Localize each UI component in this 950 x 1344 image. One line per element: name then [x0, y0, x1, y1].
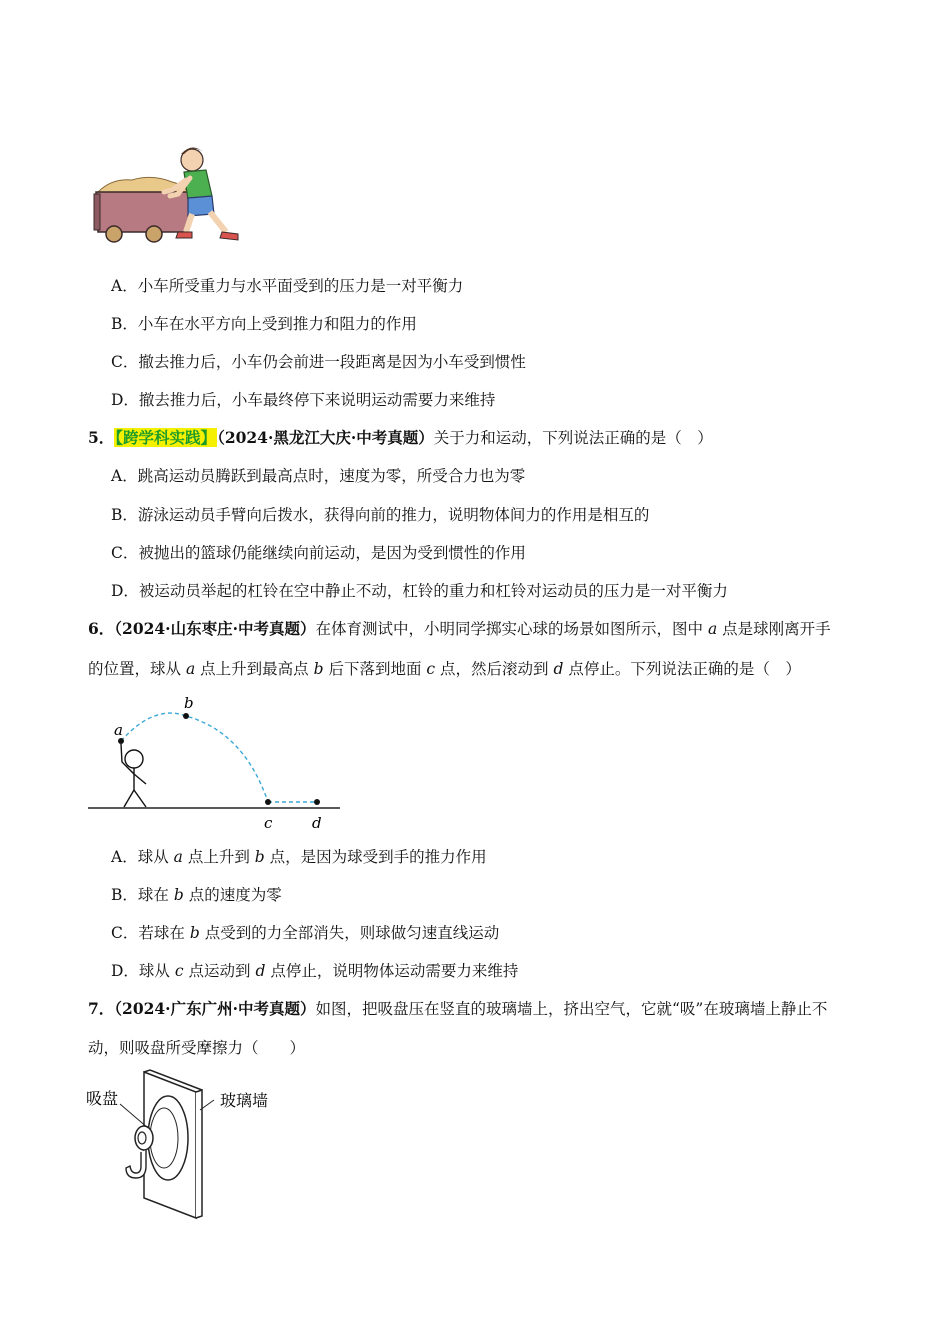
q4-option-d: D．撤去推力后，小车最终停下来说明运动需要力来维持 — [111, 391, 496, 409]
point-c — [265, 799, 271, 805]
q6-option-text: B．球在 — [111, 886, 169, 904]
q6-option-text: D．球从 — [111, 962, 170, 980]
q6-source: （2024·山东枣庄·中考真题） — [114, 619, 316, 638]
q7-stem-text: 如图，把吸盘压在竖直的玻璃墙上，挤出空气，它就“吸”在玻璃墙上静止不 — [315, 1000, 828, 1018]
q6-option-text: A．球从 — [111, 848, 169, 866]
q6-stem-line1 — [88, 619, 831, 639]
q7-source: （2024·广东广州·中考真题） — [114, 999, 316, 1018]
label-a: a — [114, 721, 123, 739]
q5-stem — [88, 428, 713, 448]
q5-number: 5． — [88, 428, 115, 447]
label-glass-wall: 玻璃墙 — [220, 1091, 269, 1110]
boy-pushing-cart-illustration — [92, 140, 248, 244]
q6-option-text: 点运动到 — [188, 962, 251, 980]
var-c: c — [174, 962, 184, 980]
cart-wheel — [146, 226, 162, 242]
q6-option-text: 点受到的力全部消失，则球做匀速直线运动 — [204, 924, 500, 942]
q6-stem-text: 的位置，球从 — [88, 660, 182, 678]
q5-source: （2024·黑龙江大庆·中考真题） — [217, 428, 434, 447]
q6-stem-text: 点，然后滚动到 — [440, 660, 549, 678]
var-d: d — [553, 660, 564, 678]
var-b: b — [313, 660, 324, 678]
q6-option-c — [111, 923, 499, 943]
q5-stem-text: 关于力和运动，下列说法正确的是（ ） — [433, 429, 713, 447]
q6-stem-text: 点上升到最高点 — [200, 660, 309, 678]
cart-wheel — [106, 226, 122, 242]
label-c: c — [264, 814, 273, 832]
label-b: b — [184, 694, 194, 712]
q6-stem-text: 在体育测试中，小明同学掷实心球的场景如图所示，图中 — [315, 620, 703, 638]
var-d: d — [255, 962, 266, 980]
q6-option-text: 点的速度为零 — [188, 886, 282, 904]
q4-option-c: C．撤去推力后，小车仍会前进一段距离是因为小车受到惯性 — [111, 353, 526, 371]
q6-option-text: 点，是因为球受到手的推力作用 — [269, 848, 487, 866]
q6-option-text: C．若球在 — [111, 924, 185, 942]
q6-stem-text: 点是球刚离开手 — [722, 620, 831, 638]
q7-stem-line2: 动，则吸盘所受摩擦力（ ） — [88, 1039, 306, 1057]
q5-option-c: C．被抛出的篮球仍能继续向前运动，是因为受到惯性的作用 — [111, 544, 526, 562]
q7-number: 7． — [88, 999, 115, 1018]
var-b: b — [173, 886, 184, 904]
q6-option-b — [111, 885, 282, 905]
q5-option-d: D．被运动员举起的杠铃在空中静止不动，杠铃的重力和杠铃对运动员的压力是一对平衡力 — [111, 582, 728, 600]
var-b: b — [189, 924, 200, 942]
q5-option-a: A．跳高运动员腾跃到最高点时，速度为零，所受合力也为零 — [111, 467, 526, 485]
q6-option-text: 点停止，说明物体运动需要力来维持 — [270, 962, 519, 980]
q6-stem-line2 — [88, 659, 801, 679]
q7-stem-line1 — [88, 999, 827, 1019]
q6-stem-text: 点停止。下列说法正确的是（ ） — [568, 660, 801, 678]
q6-number: 6． — [88, 619, 115, 638]
q6-option-text: 点上升到 — [187, 848, 250, 866]
point-d — [314, 799, 320, 805]
q6-stem-text: 后下落到地面 — [328, 660, 422, 678]
var-b: b — [254, 848, 265, 866]
q4-option-a: A．小车所受重力与水平面受到的压力是一对平衡力 — [111, 277, 464, 295]
label-d: d — [312, 814, 322, 832]
ball-trajectory-diagram — [84, 692, 346, 834]
q5-tag: 【跨学科实践】 — [115, 428, 217, 447]
var-a: a — [173, 848, 183, 866]
label-suction-cup: 吸盘 — [86, 1089, 119, 1108]
var-c: c — [426, 660, 436, 678]
point-b — [183, 713, 189, 719]
var-a: a — [707, 620, 718, 638]
hook — [126, 1150, 146, 1178]
suction-cup-diagram — [84, 1066, 284, 1222]
q4-option-b: B．小车在水平方向上受到推力和阻力的作用 — [111, 315, 417, 333]
q6-option-d — [111, 961, 518, 981]
q5-option-b: B．游泳运动员手臂向后拨水，获得向前的推力，说明物体间力的作用是相互的 — [111, 506, 650, 524]
q6-option-a — [111, 847, 487, 867]
var-a: a — [185, 660, 196, 678]
